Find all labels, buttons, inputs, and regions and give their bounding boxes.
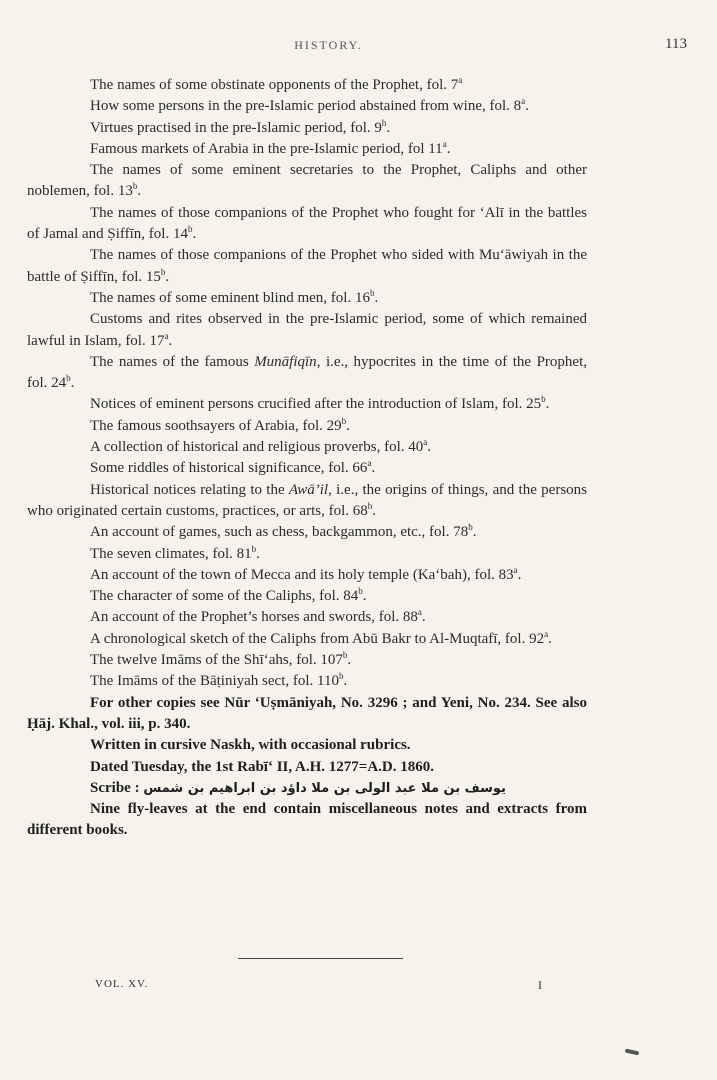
scribe-name: يوسف بن ملا عبد الولى بن ملا داؤد بن ابراهيم بن شمس bbox=[143, 780, 506, 796]
folio-side: a bbox=[513, 564, 518, 575]
entry-punctuation: . bbox=[374, 289, 379, 306]
entry-text: A chronological sketch of the Caliphs from Abū Bakr to Al-Muqtafī, fol. 92 bbox=[90, 630, 545, 647]
folio-side: b bbox=[541, 394, 546, 405]
entry-text: , i.e., the origins of things, and the persons who originated certain customs, practices, or arts, fol. 68 bbox=[27, 481, 587, 519]
scribe-label: Scribe : bbox=[90, 779, 140, 796]
contents-entry bbox=[27, 352, 587, 395]
contents-entry bbox=[27, 160, 587, 203]
entry-text: Virtues practised in the pre-Islamic period, fol. 9 bbox=[90, 119, 382, 136]
contents-entry bbox=[27, 394, 587, 415]
entry-text: The names of those companions of the Prophet who fought for ‘Alī in the battles of Jamal and Ṣiffīn, fol. 14 bbox=[27, 204, 587, 243]
folio-side: a bbox=[521, 96, 526, 107]
entry-punctuation: . bbox=[165, 268, 170, 285]
entry-text: The Imāms of the Bāṭiniyah sect, fol. 110 bbox=[90, 673, 339, 690]
entry-punctuation: . bbox=[545, 396, 550, 413]
entry-text: , i.e., hypocrites in the time of the Prophet, fol. 24 bbox=[27, 353, 587, 392]
footer-rule bbox=[238, 958, 403, 959]
entry-punctuation: . bbox=[548, 630, 552, 647]
entry-text: Some riddles of historical significance, fol. 66 bbox=[90, 460, 368, 477]
entry-text: Customs and rites observed in the pre-Islamic period, some of which remained lawful in Islam, fol. 17 bbox=[27, 311, 587, 349]
folio-side: b bbox=[358, 586, 363, 597]
contents-entry bbox=[27, 565, 587, 586]
page-number: 113 bbox=[665, 36, 687, 52]
entry-punctuation: . bbox=[362, 588, 367, 605]
folio-side: a bbox=[544, 628, 549, 639]
ink-speck bbox=[625, 1049, 640, 1056]
contents-entry bbox=[27, 458, 587, 479]
folio-side: b bbox=[160, 266, 166, 277]
entry-prefix: Historical notices relating to the bbox=[90, 481, 289, 498]
entry-punctuation: . bbox=[256, 545, 260, 562]
entry-punctuation: . bbox=[517, 566, 522, 583]
contents-entry bbox=[27, 309, 587, 352]
entry-punctuation: . bbox=[347, 652, 352, 669]
volume-label: VOL. XV. bbox=[95, 978, 149, 990]
entry-punctuation: . bbox=[525, 98, 529, 115]
entry-text: The names of those companions of the Prophet who sided with Mu‘āwiyah in the battle of Ṣiffīn, fol. 15 bbox=[27, 247, 587, 285]
contents-list bbox=[27, 75, 587, 693]
folio-side: a bbox=[417, 607, 422, 618]
folio-side: a bbox=[423, 437, 428, 448]
entry-punctuation: . bbox=[472, 524, 477, 541]
contents-entry bbox=[27, 75, 587, 96]
contents-entry bbox=[27, 544, 587, 565]
folio-side: b bbox=[66, 373, 71, 384]
contents-entry bbox=[27, 245, 587, 288]
entry-punctuation: . bbox=[427, 439, 432, 456]
contents-entry bbox=[27, 607, 587, 628]
contents-entry bbox=[27, 96, 587, 117]
folio-side: b bbox=[342, 650, 348, 661]
entry-prefix: The names of the famous bbox=[90, 353, 255, 370]
contents-entry bbox=[27, 650, 587, 671]
folio-side: b bbox=[251, 543, 257, 554]
entry-text: A collection of historical and religious proverbs, fol. 40 bbox=[90, 439, 424, 456]
entry-term: Munāfiqīn bbox=[254, 353, 317, 370]
flyleaves-note: Nine fly-leaves at the end contain miscellaneous notes and extracts from different books. bbox=[27, 801, 587, 839]
entry-text: The character of some of the Caliphs, fol. 84 bbox=[90, 588, 359, 605]
folio-side: b bbox=[367, 500, 373, 511]
contents-entry bbox=[27, 416, 587, 437]
entry-punctuation: . bbox=[372, 502, 376, 519]
contents-entry bbox=[27, 118, 587, 139]
entry-text: The famous soothsayers of Arabia, fol. 29 bbox=[90, 417, 342, 434]
folio-side: a bbox=[442, 138, 447, 149]
folio-side: b bbox=[468, 522, 473, 533]
entry-punctuation: . bbox=[446, 140, 451, 157]
entry-text: Notices of eminent persons crucified after the introduction of Islam, fol. 25 bbox=[90, 396, 542, 413]
other-copies-note: For other copies see Nūr ‘Uṣmāniyah, No. 3296 ; and Yeni, No. 234. See also Ḥāj. Khal., vol. iii, p. 340. bbox=[27, 694, 587, 732]
entry-punctuation: . bbox=[421, 609, 426, 626]
folio-side: b bbox=[381, 117, 387, 128]
entry-text: The seven climates, fol. 81 bbox=[90, 545, 252, 562]
date-note: Dated Tuesday, the 1st Rabī‘ II, A.H. 1277=A.D. 1860. bbox=[90, 758, 435, 775]
contents-entry bbox=[27, 139, 587, 160]
entry-text: The names of some eminent blind men, fol. 16 bbox=[90, 289, 370, 306]
running-head: HISTORY. bbox=[294, 38, 363, 52]
folio-side: a bbox=[164, 330, 169, 341]
entry-text: An account of the Prophet’s horses and swords, fol. 88 bbox=[90, 609, 418, 626]
contents-entry bbox=[27, 586, 587, 607]
entry-punctuation: . bbox=[343, 673, 348, 690]
catalogue-entry-body bbox=[27, 75, 587, 842]
folio-side: a bbox=[367, 458, 372, 469]
folio-side: b bbox=[132, 181, 138, 192]
contents-entry bbox=[27, 522, 587, 543]
entry-punctuation: . bbox=[346, 417, 350, 434]
contents-entry bbox=[27, 629, 587, 650]
folio-side: a bbox=[458, 75, 463, 85]
folio-side: b bbox=[369, 287, 375, 298]
signature-mark: I bbox=[538, 978, 542, 992]
script-note: Written in cursive Naskh, with occasional rubrics. bbox=[90, 737, 411, 754]
scribe-note bbox=[27, 778, 587, 799]
entry-punctuation: . bbox=[137, 183, 142, 200]
contents-entry bbox=[27, 437, 587, 458]
entry-punctuation: . bbox=[192, 226, 197, 243]
entry-punctuation: . bbox=[371, 460, 376, 477]
contents-entry bbox=[27, 203, 587, 246]
entry-punctuation: . bbox=[168, 332, 173, 349]
entry-punctuation: . bbox=[70, 375, 75, 392]
folio-side: b bbox=[187, 224, 193, 235]
entry-punctuation: . bbox=[386, 119, 391, 136]
page-header bbox=[60, 36, 687, 58]
entry-term: Awā’il bbox=[288, 481, 329, 498]
contents-entry bbox=[27, 480, 587, 523]
entry-text: The names of some eminent secretaries to the Prophet, Caliphs and other noblemen, fol. 13 bbox=[27, 162, 587, 200]
entry-text: The twelve Imāms of the Shī‘ahs, fol. 107 bbox=[90, 652, 343, 669]
entry-text: An account of the town of Mecca and its holy temple (Ka‘bah), fol. 83 bbox=[90, 566, 514, 583]
folio-side: b bbox=[341, 415, 347, 426]
entry-text: The names of some obstinate opponents of the Prophet, fol. 7 bbox=[90, 77, 459, 93]
entry-text: How some persons in the pre-Islamic period abstained from wine, fol. 8 bbox=[90, 98, 522, 115]
entry-text: Famous markets of Arabia in the pre-Islamic period, fol 11 bbox=[90, 140, 443, 157]
entry-text: An account of games, such as chess, backgammon, etc., fol. 78 bbox=[90, 524, 469, 541]
contents-entry bbox=[27, 288, 587, 309]
contents-entry bbox=[27, 671, 587, 692]
folio-side: b bbox=[338, 671, 344, 682]
